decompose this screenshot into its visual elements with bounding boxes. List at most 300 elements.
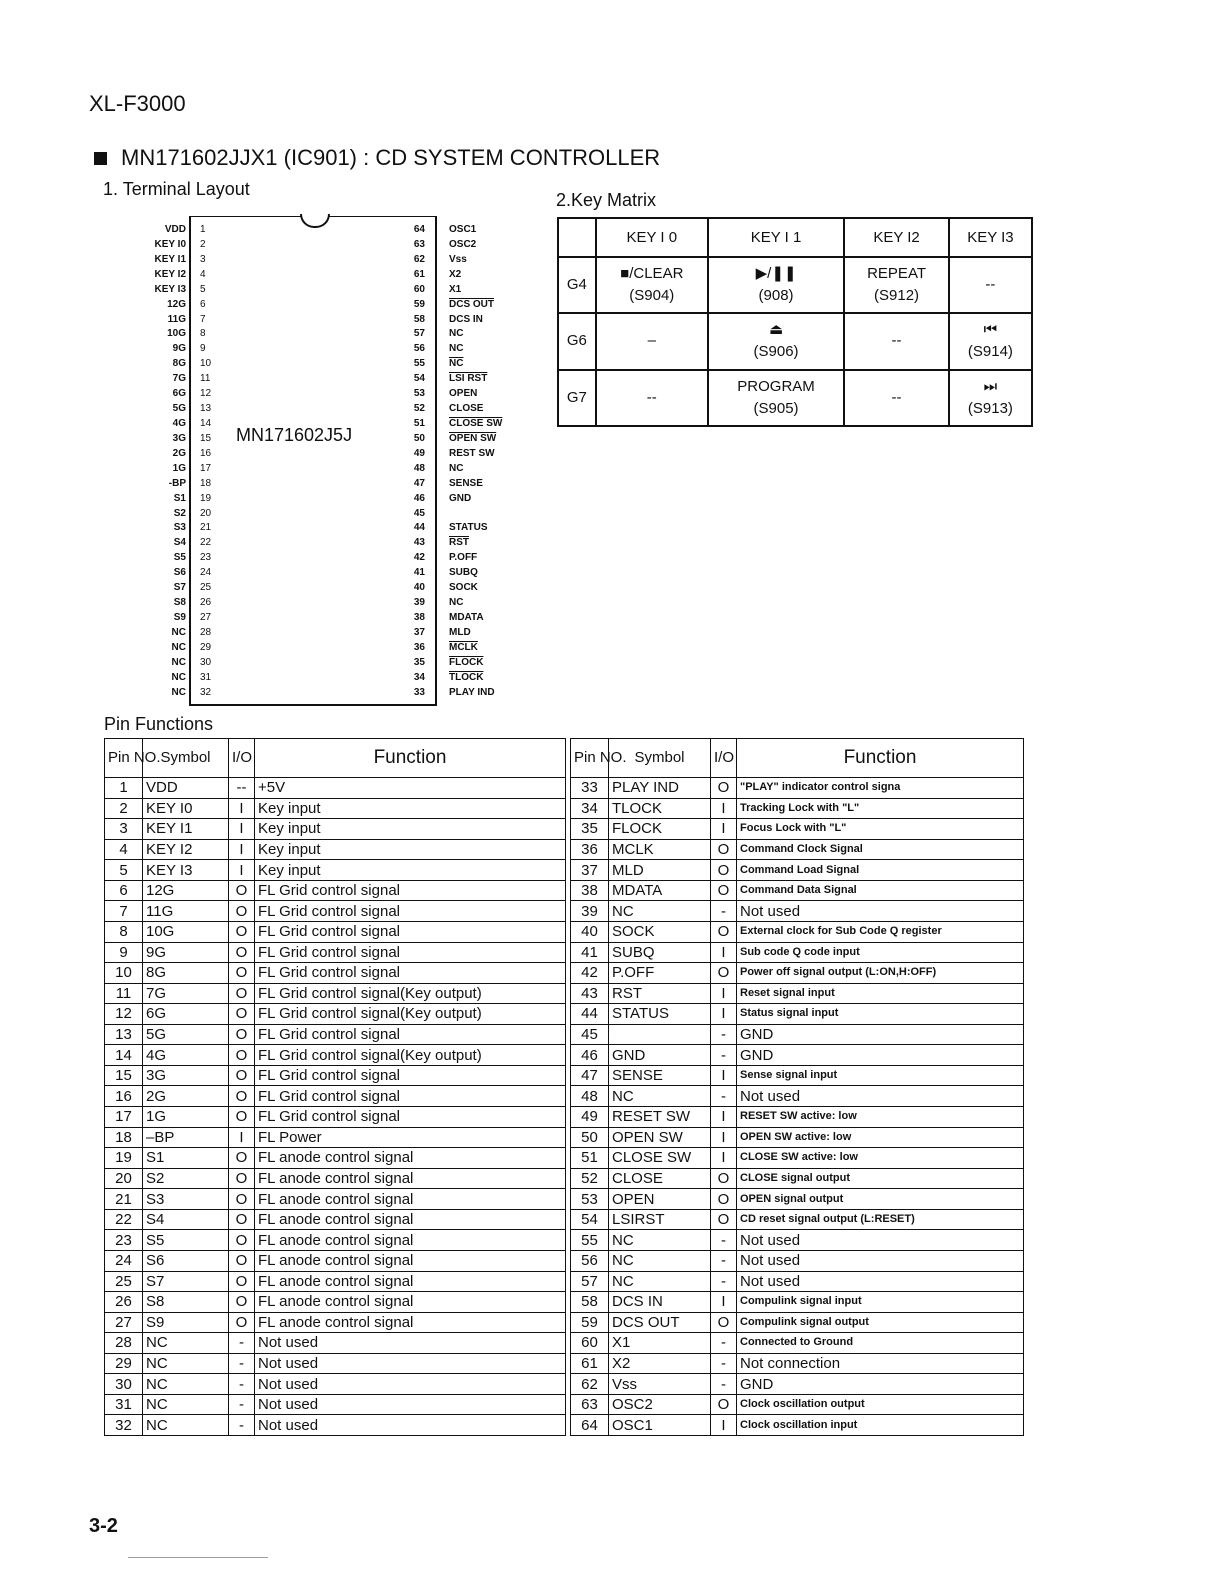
key-matrix-cell-line: ⏭ [983, 377, 998, 395]
function-cell: FL Grid control signal [255, 1107, 566, 1128]
io-cell: O [229, 1168, 255, 1189]
io-cell: O [229, 1107, 255, 1128]
pin-no-cell: 39 [571, 901, 609, 922]
symbol-cell: NC [609, 1086, 711, 1107]
io-cell: O [229, 1045, 255, 1066]
pin-no-cell: 41 [571, 942, 609, 963]
pin-number: 17 [200, 462, 212, 474]
key-matrix-cell [949, 257, 1032, 313]
io-cell: O [711, 778, 737, 799]
pin-number: 55 [413, 358, 425, 370]
page-number: 3-2 [89, 1515, 118, 1537]
pin-symbol: NC [449, 328, 464, 340]
table-row [571, 880, 1024, 901]
pin-number: 9 [200, 343, 206, 355]
symbol-cell: NC [143, 1374, 229, 1395]
io-cell: - [229, 1394, 255, 1415]
pin-no-cell: 62 [571, 1374, 609, 1395]
table-row [105, 1148, 566, 1169]
key-matrix-cell-line: ⏮ [983, 321, 998, 339]
pin-no-cell: 58 [571, 1292, 609, 1313]
io-cell: O [711, 1312, 737, 1333]
table-row [571, 1415, 1024, 1436]
symbol-cell: S9 [143, 1312, 229, 1333]
function-cell: FL anode control signal [255, 1189, 566, 1210]
header-function: Function [737, 739, 1024, 778]
pin-symbol: KEY I2 [154, 268, 186, 280]
pin-no-cell: 12 [105, 1004, 143, 1025]
pin-no-cell: 51 [571, 1148, 609, 1169]
function-cell: Not used [255, 1353, 566, 1374]
table-row [571, 1004, 1024, 1025]
function-cell: CLOSE signal output [737, 1168, 1024, 1189]
pin-no-cell: 30 [105, 1374, 143, 1395]
io-cell: O [229, 921, 255, 942]
io-cell: O [229, 880, 255, 901]
symbol-cell: RST [609, 983, 711, 1004]
table-row [571, 921, 1024, 942]
pin-no-cell: 44 [571, 1004, 609, 1025]
function-cell: FL Grid control signal(Key output) [255, 983, 566, 1004]
pin-number: 23 [200, 552, 212, 564]
pin-number: 58 [413, 313, 425, 325]
pin-number: 22 [200, 537, 212, 549]
pin-no-cell: 10 [105, 963, 143, 984]
pin-no-cell: 37 [571, 860, 609, 881]
function-cell: FL Grid control signal [255, 963, 566, 984]
symbol-cell: NC [609, 1271, 711, 1292]
pin-symbol: SOCK [449, 582, 478, 594]
pin-symbol: 1G [172, 462, 186, 474]
pin-functions-title: Pin Functions [104, 714, 214, 734]
pin-number: 30 [200, 656, 212, 668]
table-row [571, 1292, 1024, 1313]
io-cell: O [229, 942, 255, 963]
io-cell: O [229, 963, 255, 984]
key-matrix-grid: G7 [558, 370, 596, 426]
io-cell: - [711, 1271, 737, 1292]
pin-symbol: OPEN SW [449, 432, 497, 444]
pin-number: 11 [200, 373, 211, 385]
table-row [571, 860, 1024, 881]
key-matrix-cell [708, 257, 845, 313]
pin-symbol: 10G [167, 328, 186, 340]
pin-symbol: OSC1 [449, 224, 477, 235]
pin-symbol: DCS IN [449, 313, 483, 325]
key-matrix-cell-line: -- [891, 332, 902, 350]
table-row [571, 1107, 1024, 1128]
io-cell: O [711, 860, 737, 881]
pin-no-cell: 15 [105, 1065, 143, 1086]
pin-symbol: NC [449, 462, 464, 474]
function-cell: Status signal input [737, 1004, 1024, 1025]
pin-no-cell: 46 [571, 1045, 609, 1066]
io-cell: - [229, 1333, 255, 1354]
symbol-cell: P.OFF [609, 963, 711, 984]
function-cell: FL anode control signal [255, 1271, 566, 1292]
pin-number: 21 [200, 522, 212, 534]
symbol-cell: KEY I2 [143, 839, 229, 860]
table-row [105, 1415, 566, 1436]
pin-no-cell: 59 [571, 1312, 609, 1333]
pin-symbol: PLAY IND [449, 686, 495, 698]
pin-symbol: NC [449, 343, 464, 355]
key-matrix-cell [949, 313, 1032, 369]
pin-symbol: FLOCK [449, 656, 484, 668]
pin-no-cell: 27 [105, 1312, 143, 1333]
key-matrix-header: KEY I2 [844, 218, 949, 257]
key-matrix-header: KEY I 0 [596, 218, 708, 257]
pin-number: 41 [413, 567, 425, 579]
pin-number: 26 [200, 597, 212, 609]
symbol-cell: S8 [143, 1292, 229, 1313]
io-cell: I [711, 1065, 737, 1086]
io-cell: - [711, 1086, 737, 1107]
pin-number: 50 [413, 432, 425, 444]
pin-symbol: OSC2 [449, 238, 477, 250]
header-pin-no: Pin NO. [105, 739, 143, 778]
pin-symbol: CLOSE [449, 403, 484, 415]
pin-symbol: LSI RST [449, 373, 488, 385]
function-cell: Command Load Signal [737, 860, 1024, 881]
io-cell: O [711, 880, 737, 901]
left-pin-symbols [130, 223, 186, 701]
function-cell: FL Grid control signal [255, 901, 566, 922]
io-cell: I [711, 1107, 737, 1128]
table-row [571, 1394, 1024, 1415]
io-cell: O [711, 963, 737, 984]
table-row [571, 1189, 1024, 1210]
pin-symbol: P.OFF [449, 552, 478, 564]
pin-number: 4 [200, 268, 206, 280]
symbol-cell: SENSE [609, 1065, 711, 1086]
symbol-cell: S1 [143, 1148, 229, 1169]
symbol-cell: S7 [143, 1271, 229, 1292]
pin-no-cell: 1 [105, 778, 143, 799]
pin-number: 27 [200, 611, 212, 623]
table-row [571, 1312, 1024, 1333]
pin-symbol: X1 [449, 283, 462, 295]
pin-number: 37 [413, 626, 425, 638]
pin-number: 7 [200, 313, 206, 325]
symbol-cell: 12G [143, 880, 229, 901]
pin-number: 39 [413, 597, 425, 609]
key-matrix-cell-line: (S906) [753, 343, 799, 361]
table-row [105, 1045, 566, 1066]
pin-functions-table-left [104, 738, 566, 1436]
function-cell: Compulink signal output [737, 1312, 1024, 1333]
io-cell: I [229, 860, 255, 881]
function-cell: Sub code Q code input [737, 942, 1024, 963]
pin-no-cell: 14 [105, 1045, 143, 1066]
symbol-cell: S5 [143, 1230, 229, 1251]
pin-no-cell: 53 [571, 1189, 609, 1210]
function-cell: +5V [255, 778, 566, 799]
table-row [571, 1353, 1024, 1374]
symbol-cell: NC [609, 1230, 711, 1251]
pin-number: 24 [200, 567, 212, 579]
io-cell: O [229, 1271, 255, 1292]
pin-symbol: TLOCK [449, 671, 484, 683]
pin-symbol: MCLK [449, 641, 478, 653]
table-row [105, 819, 566, 840]
table-row [105, 1271, 566, 1292]
symbol-cell: SUBQ [609, 942, 711, 963]
io-cell: O [229, 1292, 255, 1313]
key-matrix-cell-line: (S912) [874, 287, 920, 305]
symbol-cell: 6G [143, 1004, 229, 1025]
pin-no-cell: 17 [105, 1107, 143, 1128]
table-row [105, 778, 566, 799]
table-row [105, 860, 566, 881]
function-cell: Connected to Ground [737, 1333, 1024, 1354]
key-matrix-cell [708, 313, 845, 369]
table-row [105, 1250, 566, 1271]
table-row [571, 1148, 1024, 1169]
function-cell: OPEN SW active: low [737, 1127, 1024, 1148]
pin-symbol: S5 [173, 552, 186, 564]
function-cell: External clock for Sub Code Q register [737, 921, 1024, 942]
function-cell: Not used [737, 1230, 1024, 1251]
pin-no-cell: 28 [105, 1333, 143, 1354]
symbol-cell: NC [609, 901, 711, 922]
function-cell: CLOSE SW active: low [737, 1148, 1024, 1169]
io-cell: I [711, 1292, 737, 1313]
pin-no-cell: 40 [571, 921, 609, 942]
table-row [105, 1168, 566, 1189]
symbol-cell: DCS OUT [609, 1312, 711, 1333]
pin-no-cell: 55 [571, 1230, 609, 1251]
pin-no-cell: 25 [105, 1271, 143, 1292]
table-row [105, 1004, 566, 1025]
table-row [571, 778, 1024, 799]
pin-no-cell: 23 [105, 1230, 143, 1251]
key-matrix-cell [844, 313, 949, 369]
table-row [571, 1250, 1024, 1271]
header-pin-no: Pin NO. [571, 739, 609, 778]
pin-number: 25 [200, 582, 212, 594]
pin-no-cell: 8 [105, 921, 143, 942]
key-matrix-cell [596, 313, 708, 369]
table-row [571, 819, 1024, 840]
pin-symbol: NC [171, 656, 186, 668]
io-cell: I [229, 1127, 255, 1148]
pin-number: 48 [413, 462, 425, 474]
function-cell: Not used [255, 1333, 566, 1354]
function-cell: Not used [737, 1086, 1024, 1107]
pin-symbol: REST SW [449, 447, 495, 459]
pin-number: 10 [200, 358, 212, 370]
pin-no-cell: 32 [105, 1415, 143, 1436]
pin-number: 63 [413, 238, 425, 250]
pin-no-cell: 16 [105, 1086, 143, 1107]
function-cell: FL anode control signal [255, 1230, 566, 1251]
symbol-cell: KEY I0 [143, 798, 229, 819]
symbol-cell: VDD [143, 778, 229, 799]
function-cell: CD reset signal output (L:RESET) [737, 1209, 1024, 1230]
pin-no-cell: 52 [571, 1168, 609, 1189]
table-row [105, 1209, 566, 1230]
pin-number: 38 [413, 611, 425, 623]
function-cell: Command Clock Signal [737, 839, 1024, 860]
pin-no-cell: 54 [571, 1209, 609, 1230]
footer-rule [128, 1557, 268, 1558]
function-cell: Key input [255, 839, 566, 860]
symbol-cell [609, 1024, 711, 1045]
pin-number: 64 [413, 224, 425, 235]
key-matrix-grid: G6 [558, 313, 596, 369]
function-cell: OPEN signal output [737, 1189, 1024, 1210]
pin-number: 51 [413, 417, 425, 429]
pin-number: 20 [200, 507, 212, 519]
symbol-cell: CLOSE SW [609, 1148, 711, 1169]
function-cell: GND [737, 1374, 1024, 1395]
pin-no-cell: 42 [571, 963, 609, 984]
pin-symbol: S9 [173, 611, 186, 623]
pin-no-cell: 63 [571, 1394, 609, 1415]
function-cell: Reset signal input [737, 983, 1024, 1004]
key-matrix-cell-line: -- [985, 276, 996, 294]
symbol-cell: S3 [143, 1189, 229, 1210]
pin-no-cell: 3 [105, 819, 143, 840]
table-row [105, 1127, 566, 1148]
pin-number: 13 [200, 403, 212, 415]
pin-no-cell: 48 [571, 1086, 609, 1107]
io-cell: O [711, 921, 737, 942]
symbol-cell: 3G [143, 1065, 229, 1086]
io-cell: O [711, 1189, 737, 1210]
io-cell: - [711, 1374, 737, 1395]
symbol-cell: SOCK [609, 921, 711, 942]
io-cell: - [711, 1333, 737, 1354]
pin-number: 18 [200, 477, 212, 489]
pin-number: 34 [413, 671, 425, 683]
pin-number: 59 [413, 298, 425, 310]
pin-no-cell: 13 [105, 1024, 143, 1045]
io-cell: I [711, 819, 737, 840]
key-matrix-cell [844, 370, 949, 426]
symbol-cell: Vss [609, 1374, 711, 1395]
pin-symbol: VDD [164, 224, 186, 235]
model-name: XL-F3000 [89, 91, 186, 116]
symbol-cell: TLOCK [609, 798, 711, 819]
symbol-cell: OPEN SW [609, 1127, 711, 1148]
function-cell: FL Grid control signal [255, 1065, 566, 1086]
symbol-cell: 10G [143, 921, 229, 942]
symbol-cell: FLOCK [609, 819, 711, 840]
table-row [571, 798, 1024, 819]
pin-symbol: SUBQ [449, 567, 478, 579]
io-cell: -- [229, 778, 255, 799]
pin-number: 43 [413, 537, 425, 549]
io-cell: O [229, 1189, 255, 1210]
function-cell: Not used [737, 1250, 1024, 1271]
table-row [105, 839, 566, 860]
table-row [571, 1024, 1024, 1045]
pin-symbol: 11G [167, 313, 186, 325]
io-cell: O [229, 1004, 255, 1025]
key-matrix-cell-line: (S913) [967, 399, 1013, 417]
table-row [105, 983, 566, 1004]
section-title [94, 145, 660, 171]
table-row [571, 901, 1024, 922]
pin-symbol: 12G [167, 298, 186, 310]
symbol-cell: OSC2 [609, 1394, 711, 1415]
table-row [105, 1374, 566, 1395]
function-cell: "PLAY" indicator control signa [737, 778, 1024, 799]
pin-symbol: DCS OUT [449, 298, 494, 310]
symbol-cell: GND [609, 1045, 711, 1066]
io-cell: O [229, 1312, 255, 1333]
key-matrix-cell-line: REPEAT [867, 265, 926, 283]
pin-number: 28 [200, 626, 212, 638]
table-row [105, 1107, 566, 1128]
key-matrix-cell [949, 370, 1032, 426]
pin-no-cell: 61 [571, 1353, 609, 1374]
function-cell: FL Power [255, 1127, 566, 1148]
symbol-cell: LSIRST [609, 1209, 711, 1230]
symbol-cell: –BP [143, 1127, 229, 1148]
table-row [571, 942, 1024, 963]
pin-no-cell: 45 [571, 1024, 609, 1045]
io-cell: - [711, 1250, 737, 1271]
pin-number: 15 [200, 432, 212, 444]
symbol-cell: 11G [143, 901, 229, 922]
io-cell: O [229, 1250, 255, 1271]
pin-no-cell: 43 [571, 983, 609, 1004]
symbol-cell: NC [143, 1353, 229, 1374]
table-row [105, 963, 566, 984]
pin-no-cell: 24 [105, 1250, 143, 1271]
pin-number: 40 [413, 582, 425, 594]
pin-symbol: 3G [172, 432, 186, 444]
key-matrix-grid: G4 [558, 257, 596, 313]
function-cell: GND [737, 1045, 1024, 1066]
function-cell: Not used [255, 1394, 566, 1415]
chip-name: MN171602J5J [236, 425, 353, 445]
pin-no-cell: 36 [571, 839, 609, 860]
function-cell: Power off signal output (L:ON,H:OFF) [737, 963, 1024, 984]
header-symbol: Symbol [143, 739, 229, 778]
pin-number: 60 [413, 283, 425, 295]
key-matrix-cell [596, 370, 708, 426]
function-cell: Key input [255, 798, 566, 819]
function-cell: FL anode control signal [255, 1168, 566, 1189]
key-matrix-cell-line: -- [646, 388, 657, 406]
pin-symbol: 5G [172, 403, 186, 415]
pin-symbol: 2G [172, 447, 186, 459]
pin-no-cell: 29 [105, 1353, 143, 1374]
function-cell: Compulink signal input [737, 1292, 1024, 1313]
key-matrix-cell-line: ▶/❚❚ [755, 265, 797, 283]
pin-number: 42 [413, 552, 425, 564]
symbol-cell: OPEN [609, 1189, 711, 1210]
pin-number: 56 [413, 343, 425, 355]
pin-symbol: S1 [173, 492, 186, 504]
pin-no-cell: 60 [571, 1333, 609, 1354]
io-cell: O [229, 983, 255, 1004]
symbol-cell: 8G [143, 963, 229, 984]
io-cell: O [711, 1168, 737, 1189]
table-row [571, 1086, 1024, 1107]
io-cell: - [229, 1374, 255, 1395]
table-row [105, 1292, 566, 1313]
pin-number: 45 [413, 507, 425, 519]
pin-symbol: SENSE [449, 477, 483, 489]
symbol-cell: MCLK [609, 839, 711, 860]
pin-functions-table-right [570, 738, 1024, 1436]
io-cell: - [711, 1353, 737, 1374]
